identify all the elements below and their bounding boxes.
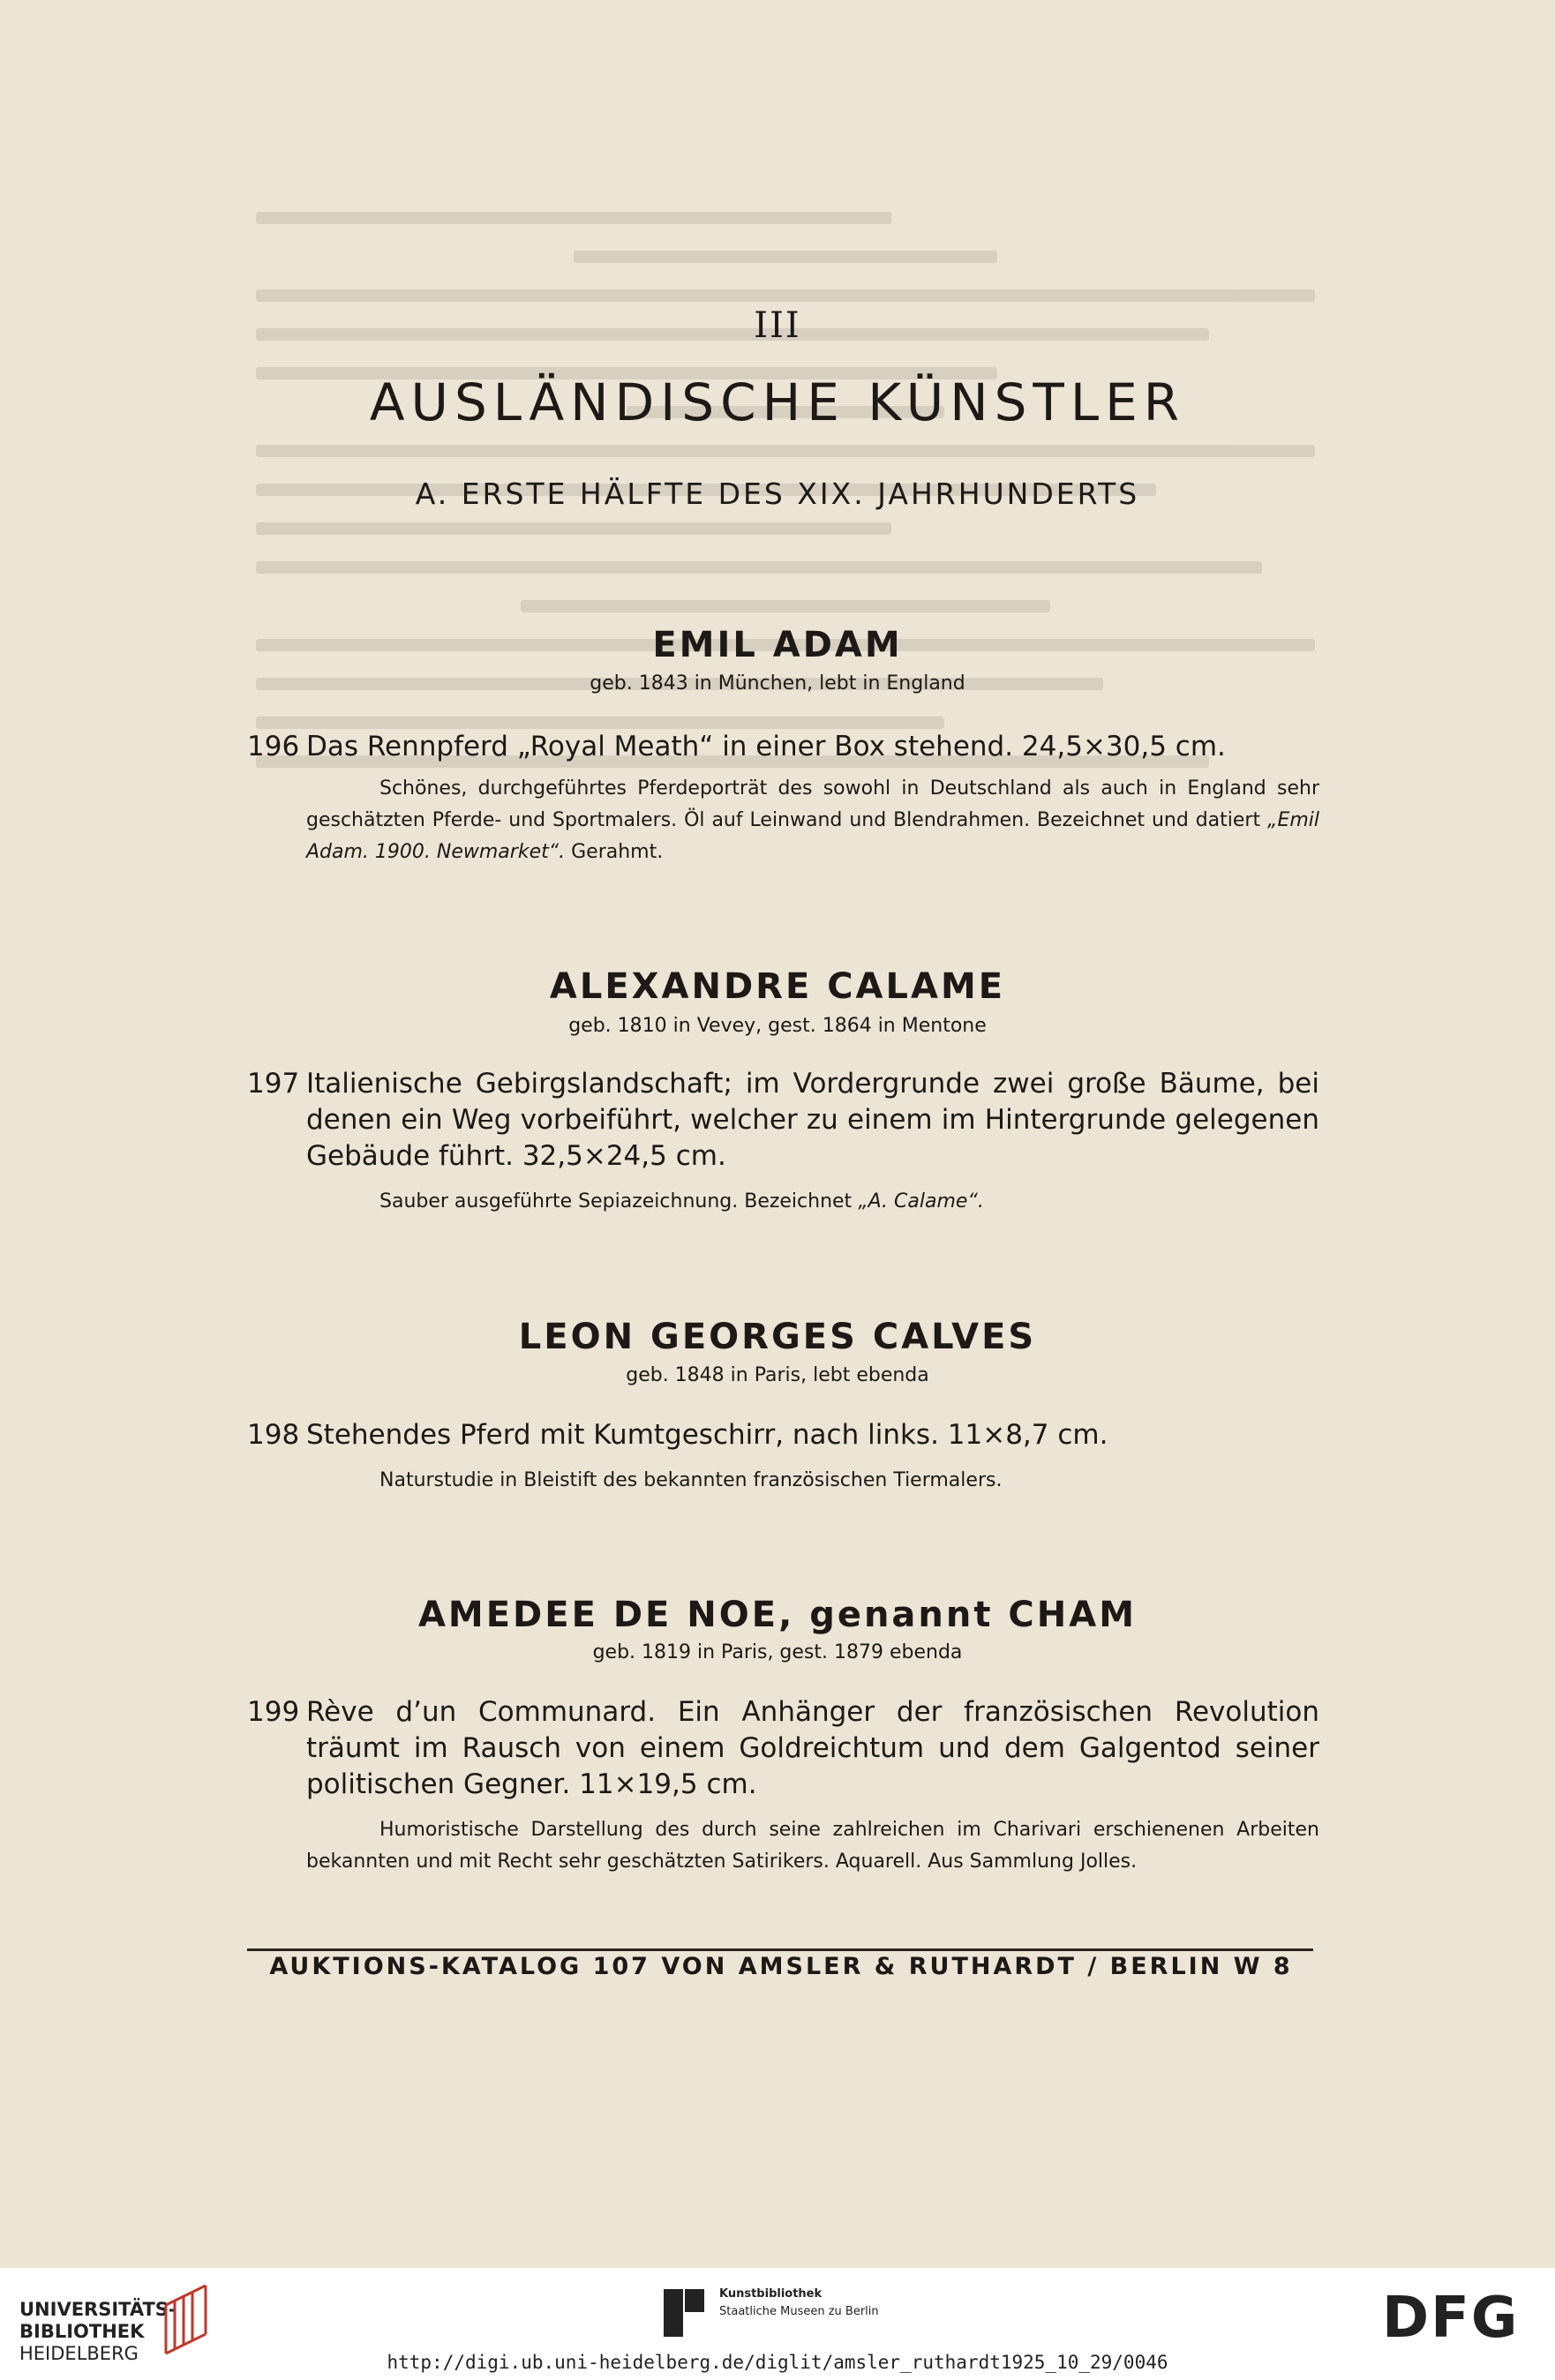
artist-bio: geb. 1819 in Paris, gest. 1879 ebenda [592,1641,963,1663]
kb-title: Kunstbibliothek [719,2287,823,2301]
lot-note [306,1465,1319,1497]
note-text-end: Gerahmt. [571,841,664,863]
library-line-2: BIBLIOTHEK [19,2321,145,2342]
lot-number: 197 [247,1068,300,1100]
note-text: Humoristische Darstellung des durch seine zahlreichen im Charivari erschienenen Arbeiten bekannten und mit Recht sehr geschätzten Satirikers. Aquarell. Aus Sammlung Jolles. [306,1819,1319,1873]
artist-bio: geb. 1810 in Vevey, gest. 1864 in Mentone [568,1015,987,1037]
dfg-logo[interactable]: DFG [1382,2286,1520,2351]
kunstbibliothek-logo-icon[interactable] [660,2286,710,2340]
lot-number: 196 [247,731,300,762]
lot-description: Rève d’un Communard. Ein Anhänger der französischen Revolution träumt im Rausch von einem Goldreichtum und dem Galgentod seiner politischen Gegner. 11×19,5 cm. [306,1696,1319,1800]
note-signature: „Emil Adam. 1900. Newmarket“. [306,809,1319,863]
permalink-url[interactable]: http://digi.ub.uni-heidelberg.de/diglit/amsler_ruthardt1925_10_29/0046 [387,2352,1168,2373]
page-subtitle: A. ERSTE HÄLFTE DES XIX. JAHRHUNDERTS [415,477,1140,511]
artist-bio: geb. 1848 in Paris, lebt ebenda [626,1364,929,1386]
artist-name: LEON GEORGES CALVES [518,1317,1037,1357]
note-text: Naturstudie in Bleistift des bekannten französischen Tiermalers. [379,1469,1003,1491]
note-text: Schönes, durchgeführtes Pferdeporträt des sowohl in Deutschland als auch in England sehr geschätzten Pferde- und Sportmalers. Öl auf Leinwand und Blendrahmen. Bezeichnet und datiert [306,777,1319,831]
lot-note [306,773,1319,868]
footer-rule [247,1948,1313,1951]
library-line-1: UNIVERSITÄTS- [19,2299,177,2320]
library-logo-icon[interactable] [157,2279,219,2362]
lot-description: Stehendes Pferd mit Kumtgeschirr, nach links. 11×8,7 cm. [306,1419,1108,1451]
note-signature: „A. Calame“. [858,1190,984,1213]
catalog-footer: AUKTIONS-KATALOG 107 VON AMSLER & RUTHARDT / BERLIN W 8 [269,1953,1293,1980]
artist-name: ALEXANDRE CALAME [549,966,1006,1007]
artist-name: AMEDEE DE NOE, genannt CHAM [417,1595,1138,1635]
artist-bio: geb. 1843 in München, lebt in England [590,672,965,694]
lot-note [306,1814,1319,1878]
lot-description: Italienische Gebirgslandschaft; im Vordergrunde zwei große Bäume, bei denen ein Weg vorbeiführt, welcher zu einem im Hintergrunde gelegenen Gebäude führt. 32,5×24,5 cm. [306,1068,1319,1172]
kunstbibliothek-label[interactable] [719,2286,879,2321]
lot-number: 198 [247,1419,300,1451]
catalog-entry [247,1694,1319,1803]
catalog-entry [247,1066,1319,1175]
artist-name: EMIL ADAM [652,625,903,665]
catalog-entry [247,1417,1319,1453]
lot-note [306,1186,1319,1218]
section-numeral: III [754,305,801,346]
lot-number: 199 [247,1696,300,1728]
page-title: AUSLÄNDISCHE KÜNSTLER [369,372,1186,432]
note-text: Sauber ausgeführte Sepiazeichnung. Bezeichnet [379,1190,853,1213]
lot-description: Das Rennpferd „Royal Meath“ in einer Box stehend. 24,5×30,5 cm. [306,731,1226,762]
library-line-3: HEIDELBERG [19,2343,139,2364]
kb-subtitle: Staatliche Museen zu Berlin [719,2305,879,2318]
catalog-entry [247,729,1319,765]
